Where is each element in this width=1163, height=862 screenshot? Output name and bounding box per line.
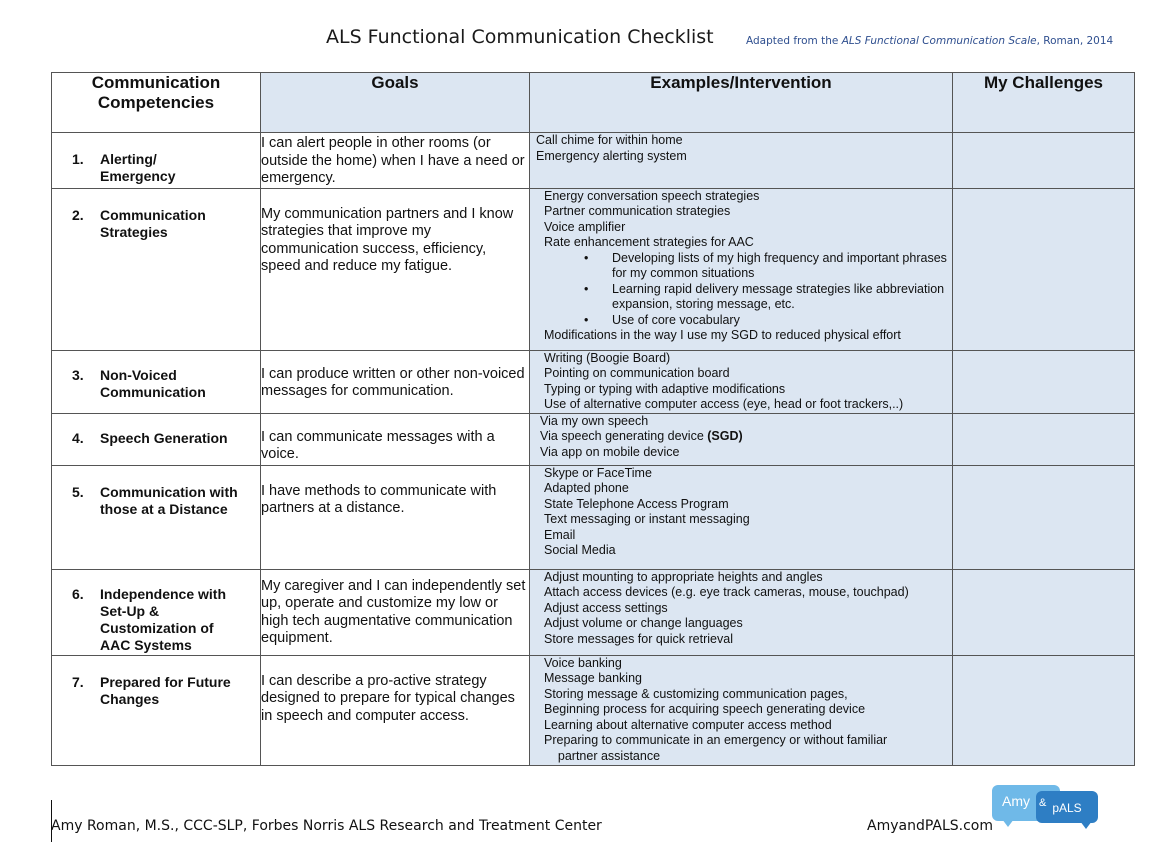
example-item: Pointing on communication board <box>544 366 730 380</box>
row-number: 2. <box>72 206 84 223</box>
goal-text: I can communicate messages with a voice. <box>261 428 495 462</box>
competency-label: Independence with Set-Up & Customization of AAC Systems <box>100 585 227 653</box>
goal-cell <box>261 133 530 189</box>
table-row <box>52 569 1135 655</box>
challenges-cell[interactable] <box>953 188 1135 350</box>
example-item: Typing or typing with adaptive modifications <box>544 381 786 396</box>
example-item: Adapted phone <box>544 481 629 495</box>
page-title: ALS Functional Communication Checklist <box>326 26 714 48</box>
table-row <box>52 350 1135 413</box>
row-number: 5. <box>72 483 84 500</box>
example-bullet: • Developing lists of my high frequency and important phrases for my common situations <box>584 251 952 282</box>
example-item: Social Media <box>544 543 616 557</box>
example-item: State Telephone Access Program <box>544 496 729 511</box>
attribution-suffix: , Roman, 2014 <box>1036 35 1114 47</box>
examples-cell <box>530 569 953 655</box>
goal-cell <box>261 188 530 350</box>
challenges-cell[interactable] <box>953 655 1135 765</box>
example-item: Adjust volume or change languages <box>544 616 743 630</box>
example-bullets <box>544 251 952 329</box>
footer-author: Amy Roman, M.S., CCC-SLP, Forbes Norris ALS Research and Treatment Center <box>51 818 602 834</box>
challenges-cell[interactable] <box>953 465 1135 569</box>
examples-cell <box>530 413 953 465</box>
example-item: Rate enhancement strategies for AAC <box>544 235 754 249</box>
example-item: Text messaging or instant messaging <box>544 512 750 526</box>
example-item: Via app on mobile device <box>540 444 680 459</box>
competency-label: Prepared for Future Changes <box>100 673 231 707</box>
challenges-cell[interactable] <box>953 133 1135 189</box>
row-number: 3. <box>72 366 84 383</box>
table-row <box>52 465 1135 569</box>
example-item-text: Via speech generating device <box>540 429 708 443</box>
logo-bubble-tail <box>1002 819 1014 827</box>
logo-ampersand: & <box>1039 797 1047 809</box>
example-item: Writing (Boogie Board) <box>544 350 671 365</box>
row-number: 7. <box>72 673 84 690</box>
example-item: Adjust mounting to appropriate heights and angles <box>544 569 823 584</box>
goal-cell <box>261 569 530 655</box>
challenges-cell[interactable] <box>953 350 1135 413</box>
example-item: Voice banking <box>544 655 622 670</box>
table-row <box>52 655 1135 765</box>
sgd-abbreviation: (SGD) <box>707 429 743 443</box>
example-item: Storing message & customizing communication pages, <box>544 686 848 701</box>
row-number: 4. <box>72 429 84 446</box>
footer-website-link[interactable]: AmyandPALS.com <box>867 818 993 834</box>
goal-text: My caregiver and I can independently set up, operate and customize my low or high tech augmentative communication equipment. <box>261 577 526 646</box>
competency-label: Communication Strategies <box>100 206 206 240</box>
col-header-challenges: My Challenges <box>953 73 1135 133</box>
example-item: Store messages for quick retrieval <box>544 631 733 646</box>
col-header-examples: Examples/Intervention <box>530 73 953 133</box>
example-item: partner assistance <box>544 748 661 763</box>
goal-cell <box>261 655 530 765</box>
competency-cell <box>52 350 261 413</box>
example-item: Email <box>544 527 576 542</box>
goal-cell <box>261 350 530 413</box>
competency-cell <box>52 413 261 465</box>
example-item: Voice amplifier <box>544 219 626 234</box>
goal-text: I can describe a pro-active strategy designed to prepare for typical changes in speech and computer access. <box>261 672 515 724</box>
logo-word-pals: pALS <box>1052 801 1082 815</box>
competency-cell <box>52 569 261 655</box>
goal-text: I can alert people in other rooms (or outside the home) when I have a need or emergency. <box>261 135 525 186</box>
goal-text: I have methods to communicate with partners at a distance. <box>261 482 497 516</box>
logo-bubble-tail <box>1080 821 1092 829</box>
example-item: Emergency alerting system <box>536 148 687 163</box>
example-item: Energy conversation speech strategies <box>544 188 760 203</box>
attribution <box>746 35 1113 47</box>
competency-cell <box>52 133 261 189</box>
challenges-cell[interactable] <box>953 569 1135 655</box>
example-item: Skype or FaceTime <box>544 465 652 480</box>
attribution-prefix: Adapted from the <box>746 35 842 47</box>
row-number: 1. <box>72 151 84 167</box>
example-item: Adjust access settings <box>544 600 668 615</box>
example-item: Partner communication strategies <box>544 204 731 218</box>
table-row <box>52 188 1135 350</box>
examples-cell <box>530 465 953 569</box>
example-bullet: • Learning rapid delivery message strategies like abbreviation expansion, storing message, etc. <box>584 282 952 313</box>
example-item: Modifications in the way I use my SGD to reduced physical effort <box>544 328 901 342</box>
example-item: Preparing to communicate in an emergency or without familiar <box>544 733 888 747</box>
attribution-source: ALS Functional Communication Scale <box>841 35 1037 47</box>
header-row <box>52 73 1135 133</box>
challenges-cell[interactable] <box>953 413 1135 465</box>
col-header-competencies: Communication Competencies <box>52 73 261 133</box>
example-bullet: • Use of core vocabulary <box>584 313 952 329</box>
goal-cell <box>261 413 530 465</box>
competency-label: Alerting/ Emergency <box>100 151 176 184</box>
examples-cell <box>530 350 953 413</box>
table-row <box>52 413 1135 465</box>
col-header-goals: Goals <box>261 73 530 133</box>
row-number: 6. <box>72 585 84 602</box>
example-item: Call chime for within home <box>536 133 683 147</box>
competency-cell <box>52 465 261 569</box>
amy-and-pals-logo <box>992 785 1100 833</box>
competency-label: Non-Voiced Communication <box>100 366 206 400</box>
logo-word-amy: Amy <box>1002 793 1030 809</box>
examples-cell <box>530 133 953 189</box>
goal-cell <box>261 465 530 569</box>
table-row <box>52 133 1135 189</box>
checklist-table <box>51 72 1135 766</box>
competency-cell <box>52 188 261 350</box>
competency-cell <box>52 655 261 765</box>
example-item: Use of alternative computer access (eye, head or foot trackers,..) <box>544 397 904 411</box>
examples-cell <box>530 655 953 765</box>
example-item: Message banking <box>544 671 642 685</box>
goal-text: My communication partners and I know strategies that improve my communication success, efficiency, speed and reduce my fatigue. <box>261 205 514 274</box>
example-item: Beginning process for acquiring speech generating device <box>544 702 866 716</box>
example-item: Learning about alternative computer access method <box>544 717 832 732</box>
example-item: Attach access devices (e.g. eye track cameras, mouse, touchpad) <box>544 585 909 599</box>
example-item <box>540 429 952 445</box>
competency-label: Communication with those at a Distance <box>100 483 238 517</box>
examples-cell <box>530 188 953 350</box>
example-item: Via my own speech <box>540 413 649 428</box>
competency-label: Speech Generation <box>100 429 228 446</box>
goal-text: I can produce written or other non-voiced messages for communication. <box>261 365 525 399</box>
